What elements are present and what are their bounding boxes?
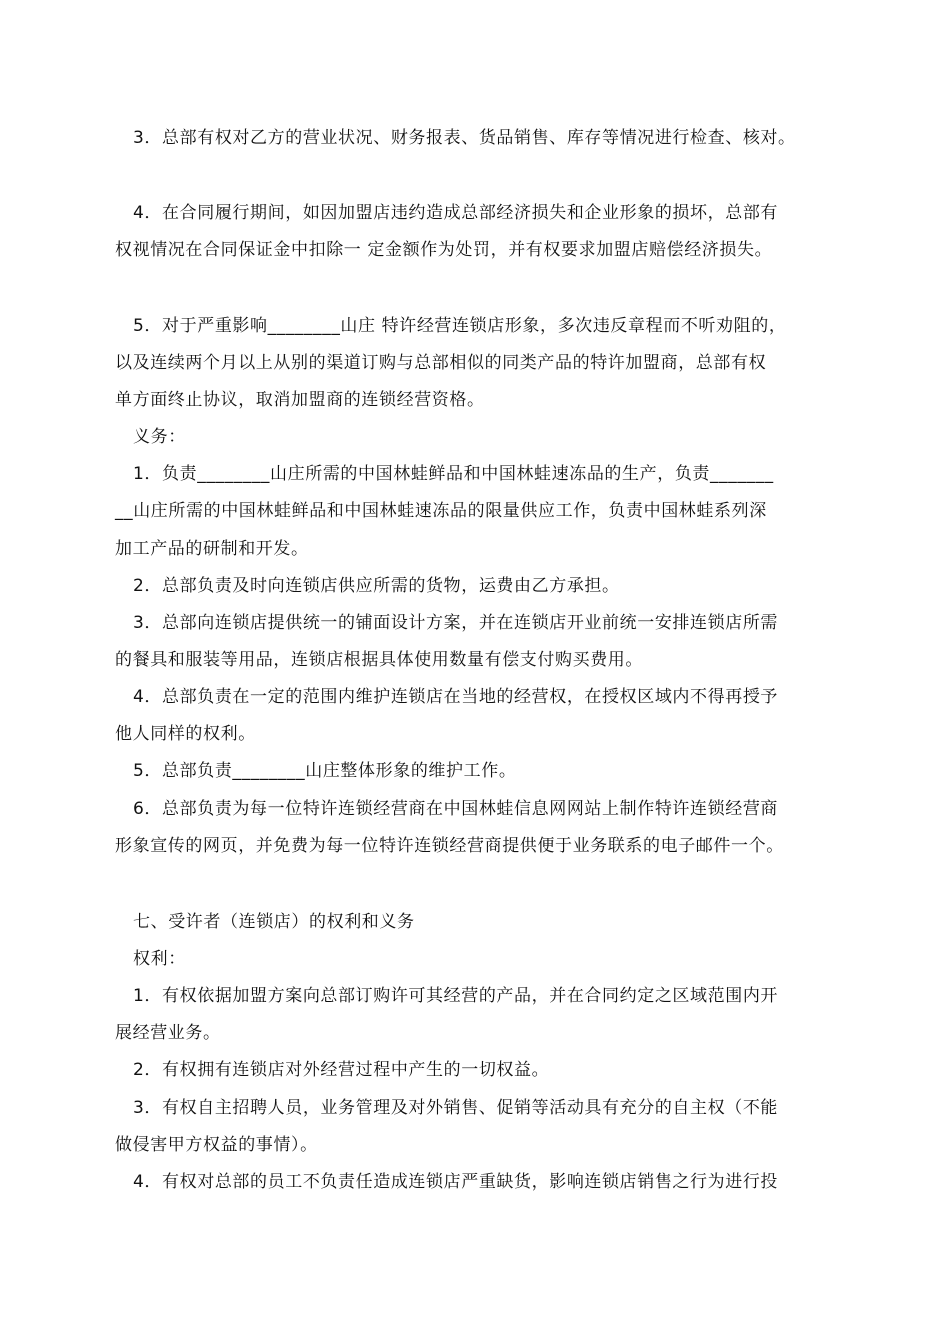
paragraph-line: 4．在合同履行期间，如因加盟店违约造成总部经济损失和企业形象的损坏，总部有 [133, 203, 779, 223]
paragraph-line: 做侵害甲方权益的事情）。 [115, 1135, 318, 1155]
paragraph-line: 3．总部向连锁店提供统一的铺面设计方案，并在连锁店开业前统一安排连锁店所需 [133, 613, 779, 633]
paragraph-line: 1．负责________山庄所需的中国林蛙鲜品和中国林蛙速冻品的生产，负责_______ [133, 464, 774, 484]
paragraph-line: 以及连续两个月以上从别的渠道订购与总部相似的同类产品的特许加盟商，总部有权 [115, 353, 767, 373]
paragraph-line: 4．总部负责在一定的范围内维护连锁店在当地的经营权，在授权区域内不得再授予 [133, 687, 779, 707]
paragraph-line: 权视情况在合同保证金中扣除一 定金额作为处罚，并有权要求加盟店赔偿经济损失。 [115, 240, 773, 260]
paragraph-line: 2．有权拥有连锁店对外经营过程中产生的一切权益。 [133, 1060, 550, 1080]
paragraph-line: 4．有权对总部的员工不负责任造成连锁店严重缺货，影响连锁店销售之行为进行投 [133, 1172, 779, 1192]
paragraph-line: 形象宣传的网页，并免费为每一位特许连锁经营商提供便于业务联系的电子邮件一个。 [115, 836, 784, 856]
paragraph-line: __山庄所需的中国林蛙鲜品和中国林蛙速冻品的限量供应工作，负责中国林蛙系列深 [115, 501, 767, 521]
section-subheading: 义务： [133, 427, 186, 447]
paragraph-line: 5．对于严重影响________山庄 特许经营连锁店形象，多次违反章程而不听劝阻的， [133, 316, 787, 336]
paragraph-line: 1．有权依据加盟方案向总部订购许可其经营的产品，并在合同约定之区域范围内开 [133, 986, 779, 1006]
paragraph-line: 加工产品的研制和开发。 [115, 539, 309, 559]
paragraph-line: 3．有权自主招聘人员，业务管理及对外销售、促销等活动具有充分的自主权（不能 [133, 1098, 779, 1118]
paragraph-line: 单方面终止协议，取消加盟商的连锁经营资格。 [115, 390, 485, 410]
section-heading: 七、受许者（连锁店）的权利和义务 [133, 912, 415, 932]
paragraph-line: 展经营业务。 [115, 1023, 221, 1043]
paragraph-line: 5．总部负责________山庄整体形象的维护工作。 [133, 761, 517, 781]
paragraph-line: 他人同样的权利。 [115, 724, 256, 744]
section-subheading: 权利： [133, 949, 186, 969]
paragraph-line: 2．总部负责及时向连锁店供应所需的货物，运费由乙方承担。 [133, 576, 620, 596]
paragraph-line: 6．总部负责为每一位特许连锁经营商在中国林蛙信息网网站上制作特许连锁经营商 [133, 799, 779, 819]
paragraph-line: 3．总部有权对乙方的营业状况、财务报表、货品销售、库存等情况进行检查、核对。 [133, 128, 796, 148]
paragraph-line: 的餐具和服装等用品，连锁店根据具体使用数量有偿支付购买费用。 [115, 650, 643, 670]
